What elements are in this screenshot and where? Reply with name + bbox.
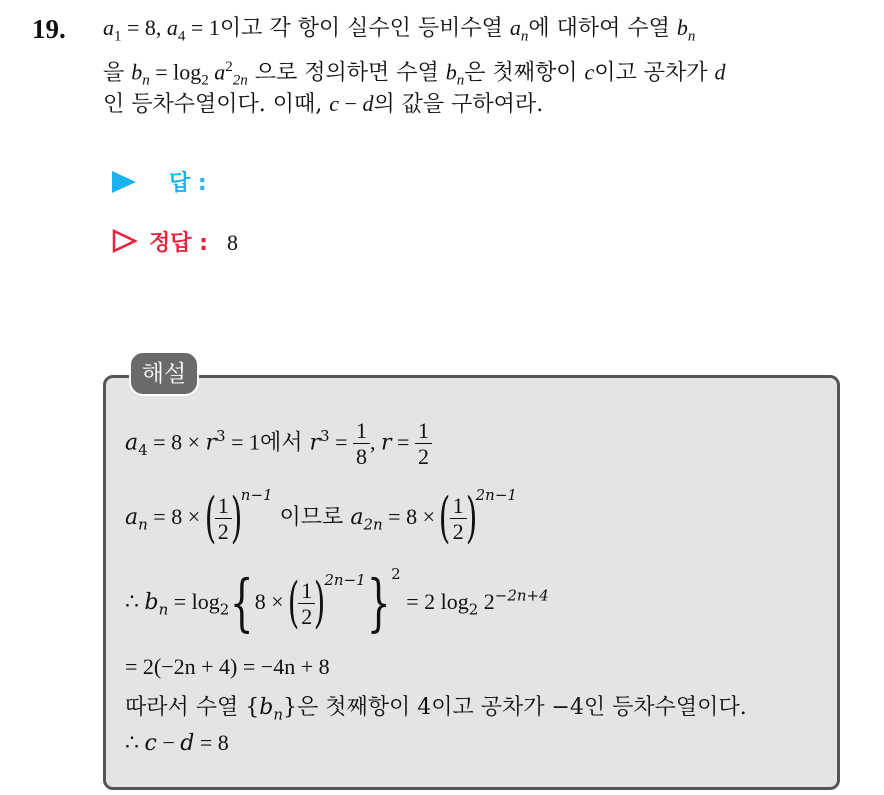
fraction: $\frac{1}{8}$ <box>353 418 370 469</box>
question-text-segment: 1 <box>114 28 122 45</box>
outline-play-arrow-icon <box>112 229 138 253</box>
solution-line-2: $a_n = 8$ × ( $\frac{1}{2}$ )$^{n-1}$ 이므로 $a_{2n} = 8$ × ( $\frac{1}{2}$ )$^{2n-1}$ <box>125 486 517 549</box>
fraction: $\frac{1}{2}$ <box>215 493 232 544</box>
question-text-segment: 2 <box>201 72 209 89</box>
question-text-segment: b <box>131 59 143 85</box>
solution-line-4: = 2(−2n + 4) = −4n + 8 <box>125 654 330 679</box>
question-text-segment: n <box>142 72 150 89</box>
fraction: $\frac{1}{2}$ <box>415 418 432 469</box>
question-text-segment: a <box>166 15 178 40</box>
correct-answer-row <box>112 226 238 257</box>
question-text-segment: a <box>103 15 114 40</box>
question-text-segment: − <box>339 91 363 116</box>
question-text-segment: b <box>676 15 688 40</box>
solution-line-6: ∴ c − d = 8 <box>125 730 229 756</box>
question-text-segment: 2n <box>232 72 248 89</box>
play-arrow-icon <box>112 171 136 193</box>
question-text-segment: n <box>520 28 529 45</box>
fraction: $\frac{1}{2}$ <box>298 578 315 629</box>
question-text-segment: 인 등차수열이다. 이때, <box>103 92 330 117</box>
question-text-segment: d <box>362 91 374 116</box>
question-text-segment: 으로 정의하면 수열 <box>247 60 446 86</box>
solution-line-3: ∴ $b_n = \log_2\{8$ × ( $\frac{1}{2}$ )$^{2n-1}$}$^2$ = 2 $\log_2 2^{-2n+4}$ <box>125 565 549 639</box>
question-text-segment: a <box>509 15 521 40</box>
question-text-segment: 이고 공차가 <box>594 60 715 86</box>
question-text-segment: = log <box>149 59 202 85</box>
question-line-3 <box>103 89 543 120</box>
question-text-segment: c <box>584 59 595 85</box>
question-text-segment: 은 첫째항이 <box>464 60 585 86</box>
question-text-segment: 4 <box>177 28 186 45</box>
solution-line-1: $a_4 = 8 \times r^3 = 1$에서 $r^3$ = $\frac{1}{8}$ , r = $\frac{1}{2}$ <box>125 418 432 469</box>
solution-line-5: 따라서 수열 $\{b_n\}$은 첫째항이 4이고 공차가 −4인 등차수열이다. <box>125 695 747 724</box>
question-text-segment: c <box>329 91 340 116</box>
correct-answer-label: 정답 : <box>149 231 208 256</box>
fraction: $\frac{1}{2}$ <box>450 493 467 544</box>
question-text-segment: 2 <box>225 59 233 75</box>
question-text-segment: 을 <box>103 60 132 86</box>
question-text-segment: = 1 <box>185 15 220 40</box>
question-text-segment: n <box>456 72 465 89</box>
answer-row <box>112 166 207 197</box>
question-text-segment: 에 대하여 수열 <box>528 16 677 41</box>
question-number: 19. <box>32 14 66 44</box>
question-text-segment: a <box>208 59 226 85</box>
answer-label: 답 : <box>169 171 207 196</box>
correct-answer-value: 8 <box>226 230 238 255</box>
solution-tag: 해설 <box>129 351 199 396</box>
question-text-segment: 이고 각 항이 실수인 등비수열 <box>219 16 510 41</box>
question-text-segment: 의 값을 구하여라. <box>373 92 544 117</box>
question-line-1 <box>103 13 695 51</box>
question-text-segment: d <box>714 59 726 85</box>
question-text-segment: n <box>687 28 696 45</box>
question-text-segment: = 8, <box>121 15 167 40</box>
question-text-segment: b <box>445 59 457 85</box>
